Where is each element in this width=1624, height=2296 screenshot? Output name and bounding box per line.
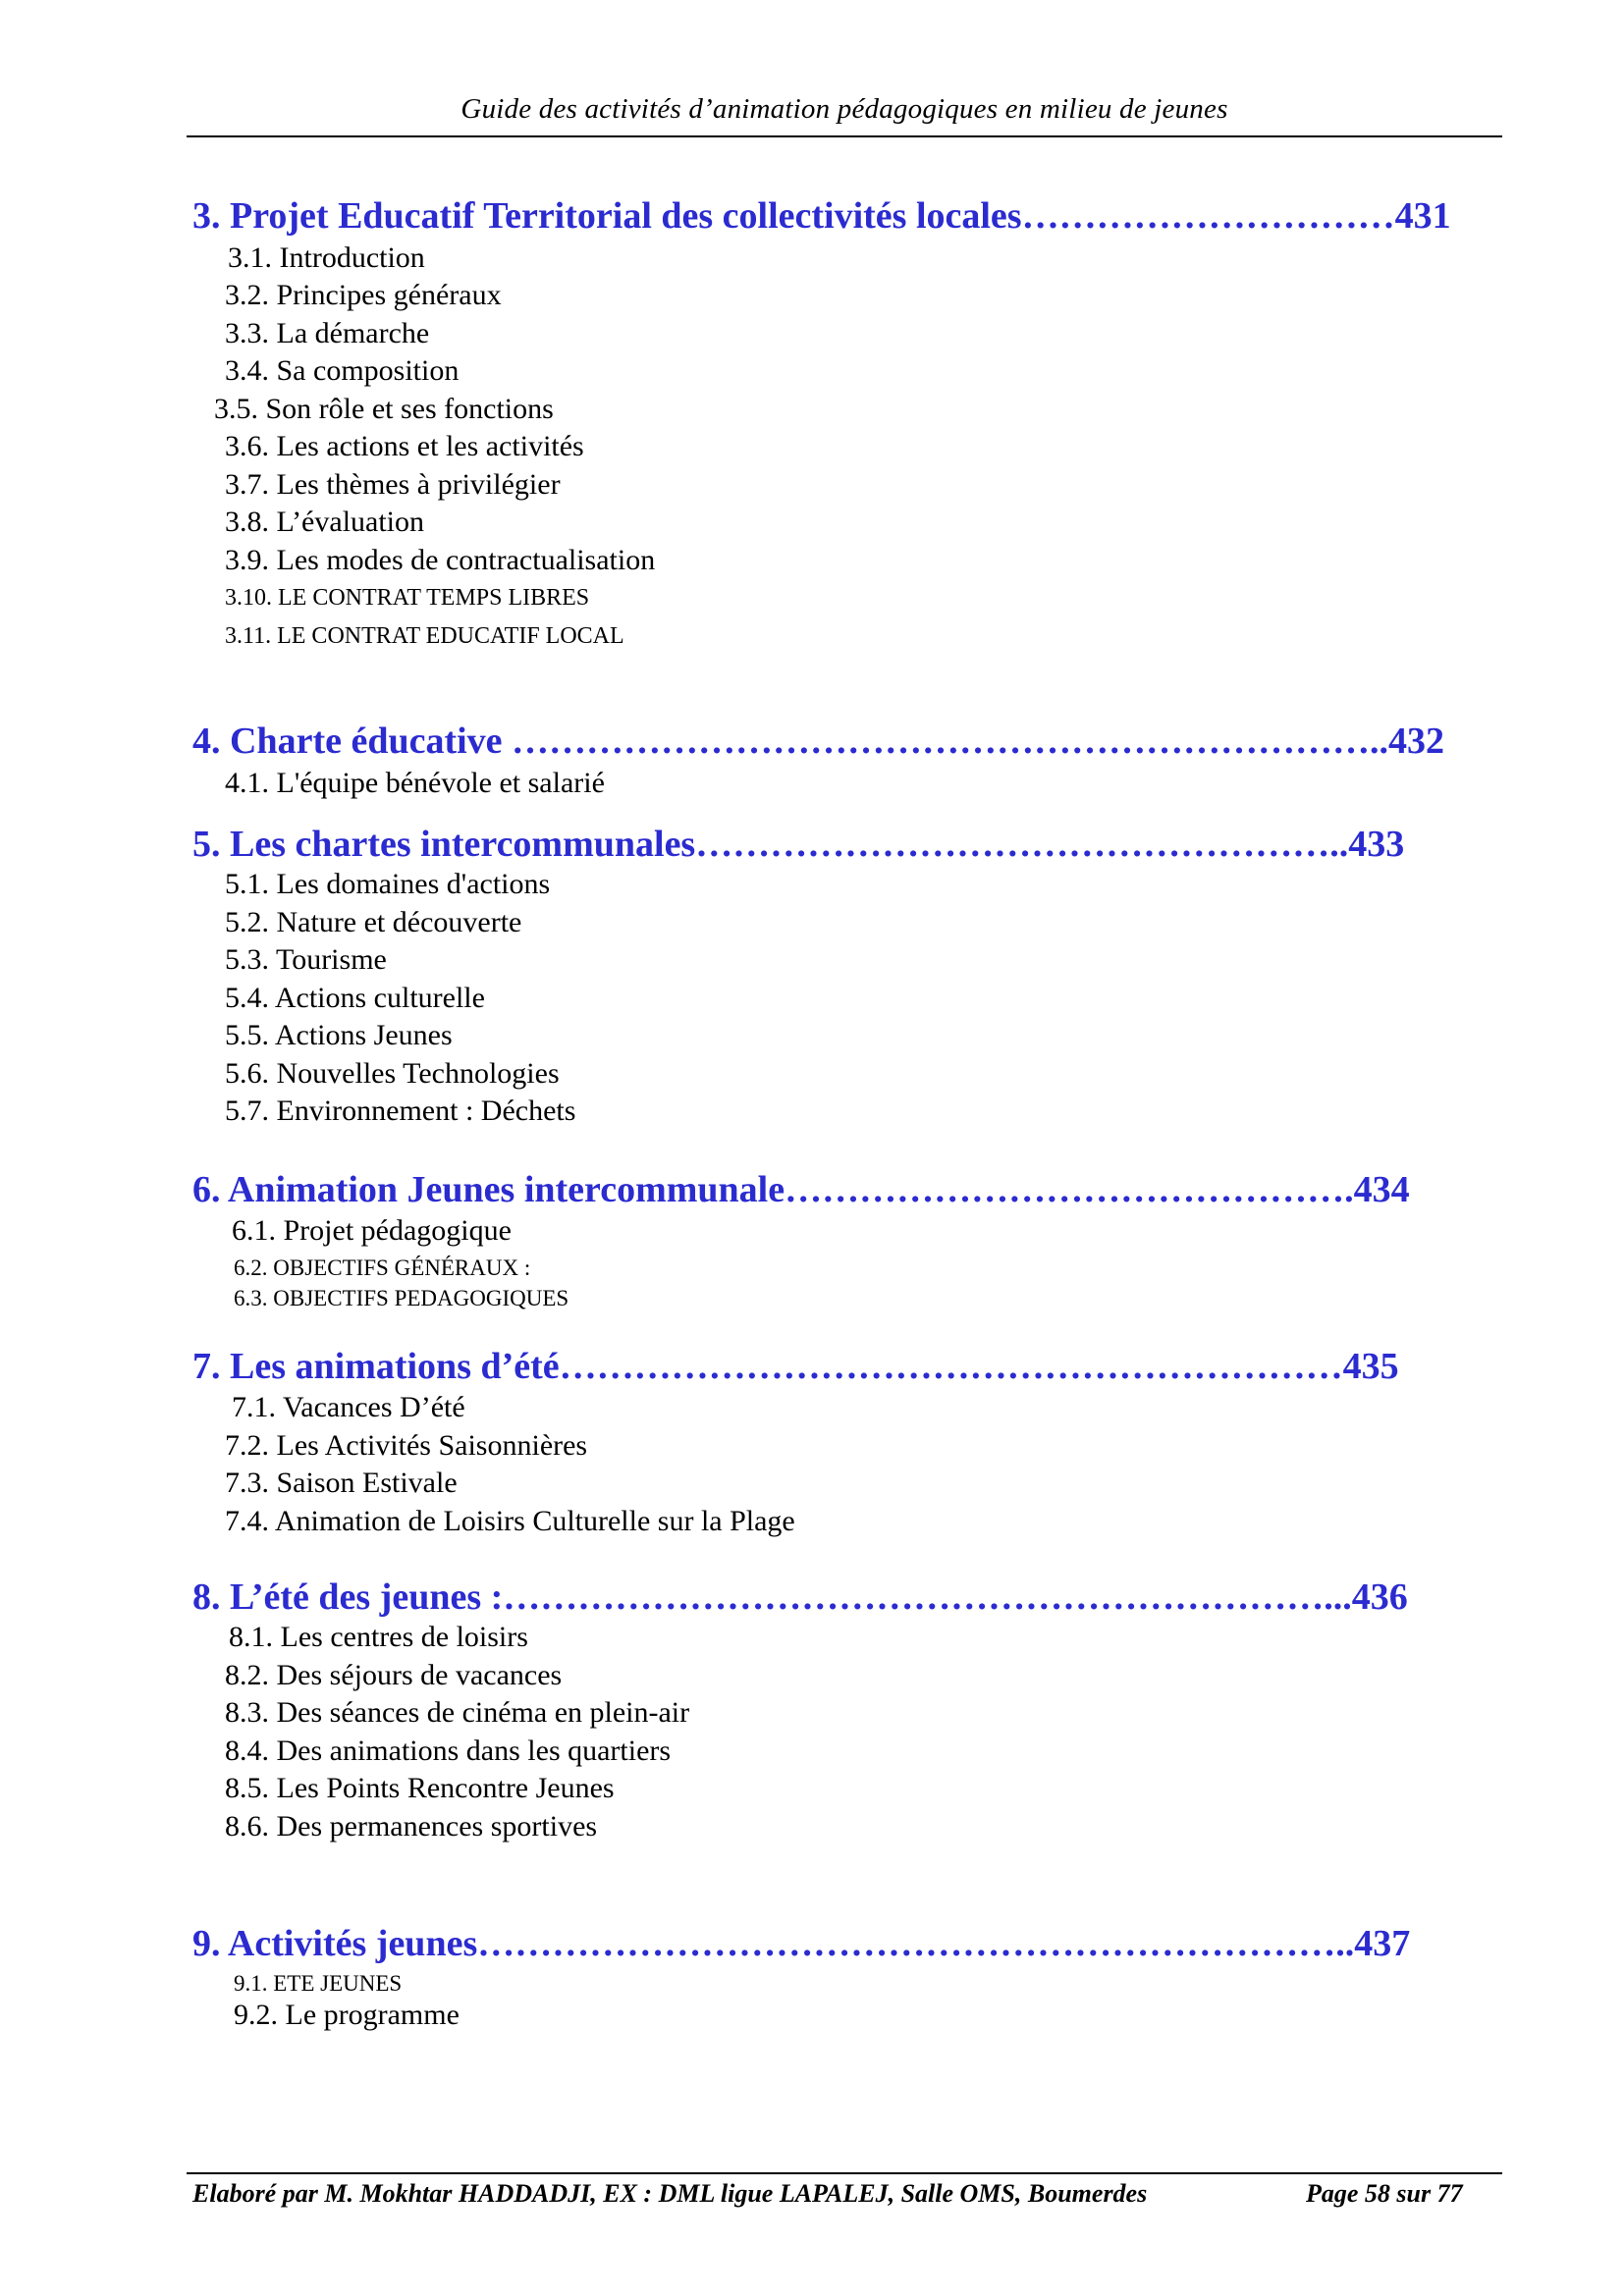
toc-item[interactable]: 3.10. LE CONTRAT TEMPS LIBRES xyxy=(225,585,590,611)
toc-item[interactable]: 6.2. OBJECTIFS GÉNÉRAUX : xyxy=(234,1255,531,1280)
toc-heading-6[interactable]: 6. Animation Jeunes intercommunale……………………………………….434 xyxy=(192,1169,1410,1210)
footer-divider xyxy=(187,2172,1502,2174)
header-divider xyxy=(187,135,1502,137)
toc-heading-5[interactable]: 5. Les chartes intercommunales……………………………………………..433 xyxy=(192,824,1405,865)
toc-item[interactable]: 7.1. Vacances D’été xyxy=(232,1391,465,1423)
footer-page-number: Page 58 sur 77 xyxy=(1306,2179,1463,2208)
toc-item[interactable]: 5.5. Actions Jeunes xyxy=(225,1019,453,1051)
toc-item[interactable]: 5.6. Nouvelles Technologies xyxy=(225,1057,560,1090)
toc-item[interactable]: 8.3. Des séances de cinéma en plein-air xyxy=(225,1696,690,1729)
toc-item[interactable]: 3.1. Introduction xyxy=(228,241,425,274)
toc-heading-8[interactable]: 8. L’été des jeunes :…………………………………………………………...436 xyxy=(192,1576,1408,1618)
toc-heading-3[interactable]: 3. Projet Educatif Territorial des collectivités locales…………………………431 xyxy=(192,195,1451,237)
toc-item[interactable]: 8.6. Des permanences sportives xyxy=(225,1810,598,1842)
toc-item[interactable]: 3.11. LE CONTRAT EDUCATIF LOCAL xyxy=(225,623,624,649)
toc-item[interactable]: 3.7. Les thèmes à privilégier xyxy=(225,468,561,501)
footer-author: Elaboré par M. Mokhtar HADDADJI, EX : DML ligue LAPALEJ, Salle OMS, Boumerdes xyxy=(192,2179,1148,2208)
toc-heading-7[interactable]: 7. Les animations d’été………………………………………………………435 xyxy=(192,1346,1399,1387)
toc-item[interactable]: 3.5. Son rôle et ses fonctions xyxy=(214,393,554,425)
toc-item[interactable]: 8.4. Des animations dans les quartiers xyxy=(225,1735,672,1767)
toc-item[interactable]: 7.2. Les Activités Saisonnières xyxy=(225,1429,588,1462)
toc-heading-4[interactable]: 4. Charte éducative ……………………………………………………………..432 xyxy=(192,721,1445,762)
toc-item[interactable]: 3.8. L’évaluation xyxy=(225,506,425,538)
toc-item[interactable]: 3.3. La démarche xyxy=(225,317,430,349)
page-header-title: Guide des activités d’animation pédagogiques en milieu de jeunes xyxy=(460,93,1228,125)
toc-item[interactable]: 3.4. Sa composition xyxy=(225,354,460,387)
toc-item[interactable]: 5.4. Actions culturelle xyxy=(225,982,485,1014)
toc-item[interactable]: 7.4. Animation de Loisirs Culturelle sur la Plage xyxy=(225,1505,795,1537)
toc-item[interactable]: 3.6. Les actions et les activités xyxy=(225,430,584,462)
toc-item[interactable]: 8.2. Des séjours de vacances xyxy=(225,1659,563,1691)
toc-item[interactable]: 5.7. Environnement : Déchets xyxy=(225,1095,576,1127)
toc-item[interactable]: 3.2. Principes généraux xyxy=(225,279,502,311)
toc-item[interactable]: 9.2. Le programme xyxy=(234,1999,460,2031)
toc-item[interactable]: 5.1. Les domaines d'actions xyxy=(225,868,551,900)
toc-item[interactable]: 3.9. Les modes de contractualisation xyxy=(225,544,656,576)
toc-item[interactable]: 6.3. OBJECTIFS PEDAGOGIQUES xyxy=(234,1286,569,1310)
toc-heading-9[interactable]: 9. Activités jeunes……………………………………………………………..437 xyxy=(192,1923,1411,1964)
toc-item[interactable]: 6.1. Projet pédagogique xyxy=(232,1214,512,1247)
toc-item[interactable]: 7.3. Saison Estivale xyxy=(225,1467,458,1499)
toc-item[interactable]: 4.1. L'équipe bénévole et salarié xyxy=(225,767,605,799)
toc-item[interactable]: 8.5. Les Points Rencontre Jeunes xyxy=(225,1772,615,1804)
toc-item[interactable]: 5.3. Tourisme xyxy=(225,943,387,976)
toc-item[interactable]: 8.1. Les centres de loisirs xyxy=(229,1621,528,1653)
toc-item[interactable]: 9.1. ETE JEUNES xyxy=(234,1971,403,1996)
toc-item[interactable]: 5.2. Nature et découverte xyxy=(225,906,522,938)
